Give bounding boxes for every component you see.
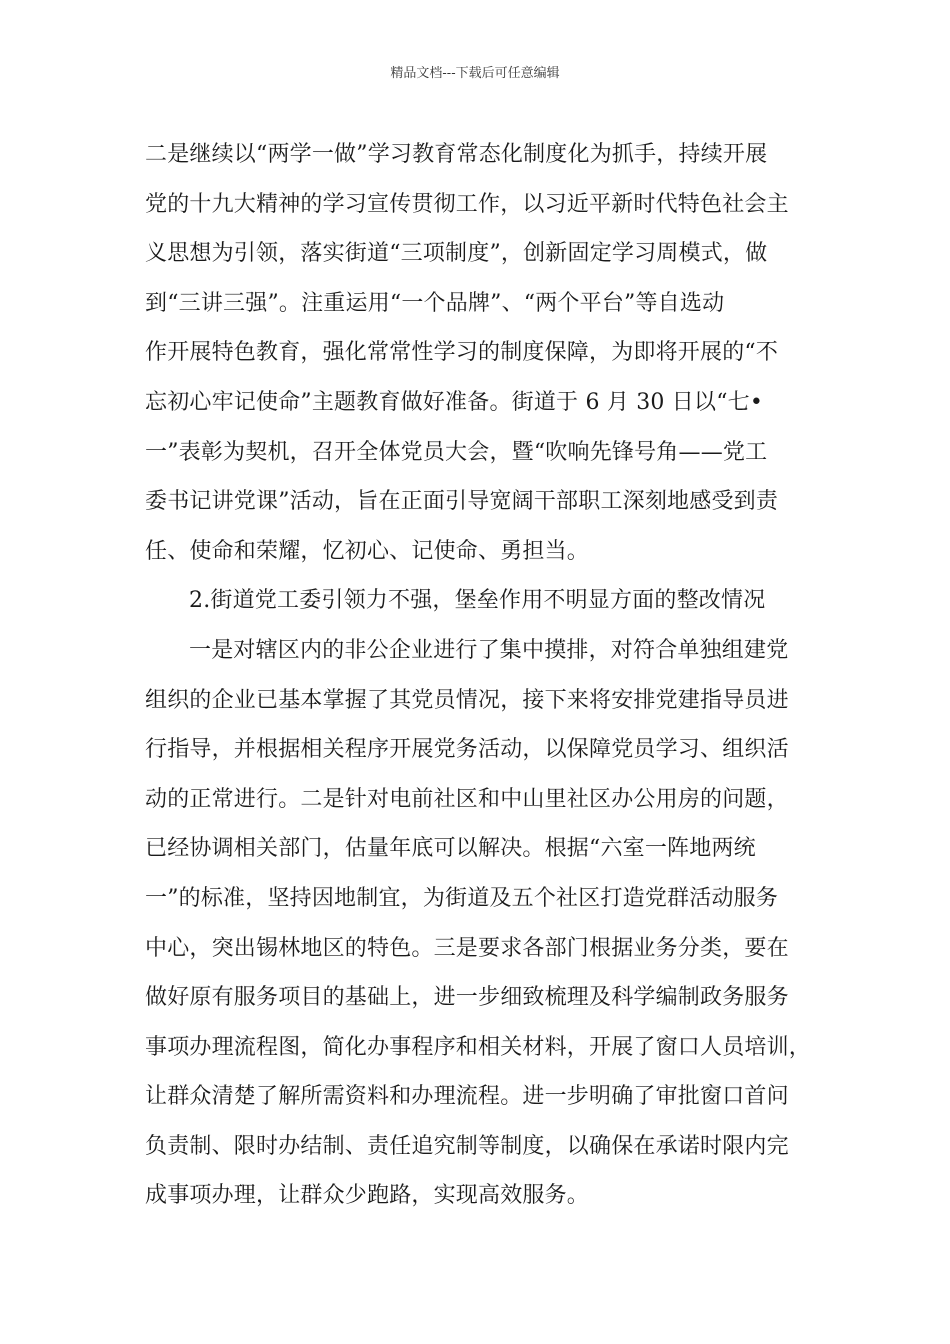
text-line: 做好原有服务项目的基础上，进一步细致梳理及科学编制政务服务	[145, 985, 789, 1011]
text-line: 党的十九大精神的学习宣传贯彻工作，以习近平新时代特色社会主	[145, 191, 789, 217]
text-line: 中心，突出锡林地区的特色。三是要求各部门根据业务分类，要在	[145, 935, 789, 961]
text-line: 行指导，并根据相关程序开展党务活动，以保障党员学习、组织活	[145, 737, 789, 763]
document-body	[145, 130, 825, 1221]
text-line: 成事项办理，让群众少跑路，实现高效服务。	[145, 1183, 590, 1209]
page-header: 精品文档---下载后可任意编辑	[390, 66, 560, 81]
text-line: 作开展特色教育，强化常常性学习的制度保障，为即将开展的“不	[145, 340, 779, 366]
text-line: 一是对辖区内的非公企业进行了集中摸排，对符合单独组建党	[189, 637, 789, 663]
text-line: 忘初心牢记使命”主题教育做好准备。街道于 6 月 30 日以“七•	[145, 389, 764, 415]
text-line: 一”表彰为契机，召开全体党员大会，暨“吹响先锋号角——党工	[145, 439, 768, 465]
text-line: 负责制、限时办结制、责任追究制等制度，以确保在承诺时限内完	[145, 1133, 789, 1159]
text-line: 二是继续以“两学一做”学习教育常态化制度化为抓手，持续开展	[145, 142, 768, 167]
text-line: 义思想为引领，落实街道“三项制度”，创新固定学习周模式，做	[145, 241, 768, 267]
text-line: 动的正常进行。二是针对电前社区和中山里社区办公用房的问题，	[145, 786, 789, 812]
text-line: 已经协调相关部门，估量年底可以解决。根据“六室一阵地两统	[145, 836, 756, 862]
text-line: 委书记讲党课”活动，旨在正面引导宽阔干部职工深刻地感受到责	[145, 489, 779, 515]
text-line: 一”的标准，坚持因地制宜，为街道及五个社区打造党群活动服务	[145, 885, 779, 911]
text-line: 组织的企业已基本掌握了其党员情况，接下来将安排党建指导员进	[145, 687, 789, 713]
section-heading: 2.街道党工委引领力不强，堡垒作用不明显方面的整改情况	[189, 588, 766, 614]
text-line: 到“三讲三强”。注重运用“一个品牌”、“两个平台”等自选动	[145, 290, 725, 316]
text-line: 让群众清楚了解所需资料和办理流程。进一步明确了审批窗口首问	[145, 1084, 789, 1110]
text-line: 任、使命和荣耀，忆初心、记使命、勇担当。	[145, 538, 590, 564]
text-line: 事项办理流程图，简化办事程序和相关材料，开展了窗口人员培训，	[145, 1034, 812, 1060]
